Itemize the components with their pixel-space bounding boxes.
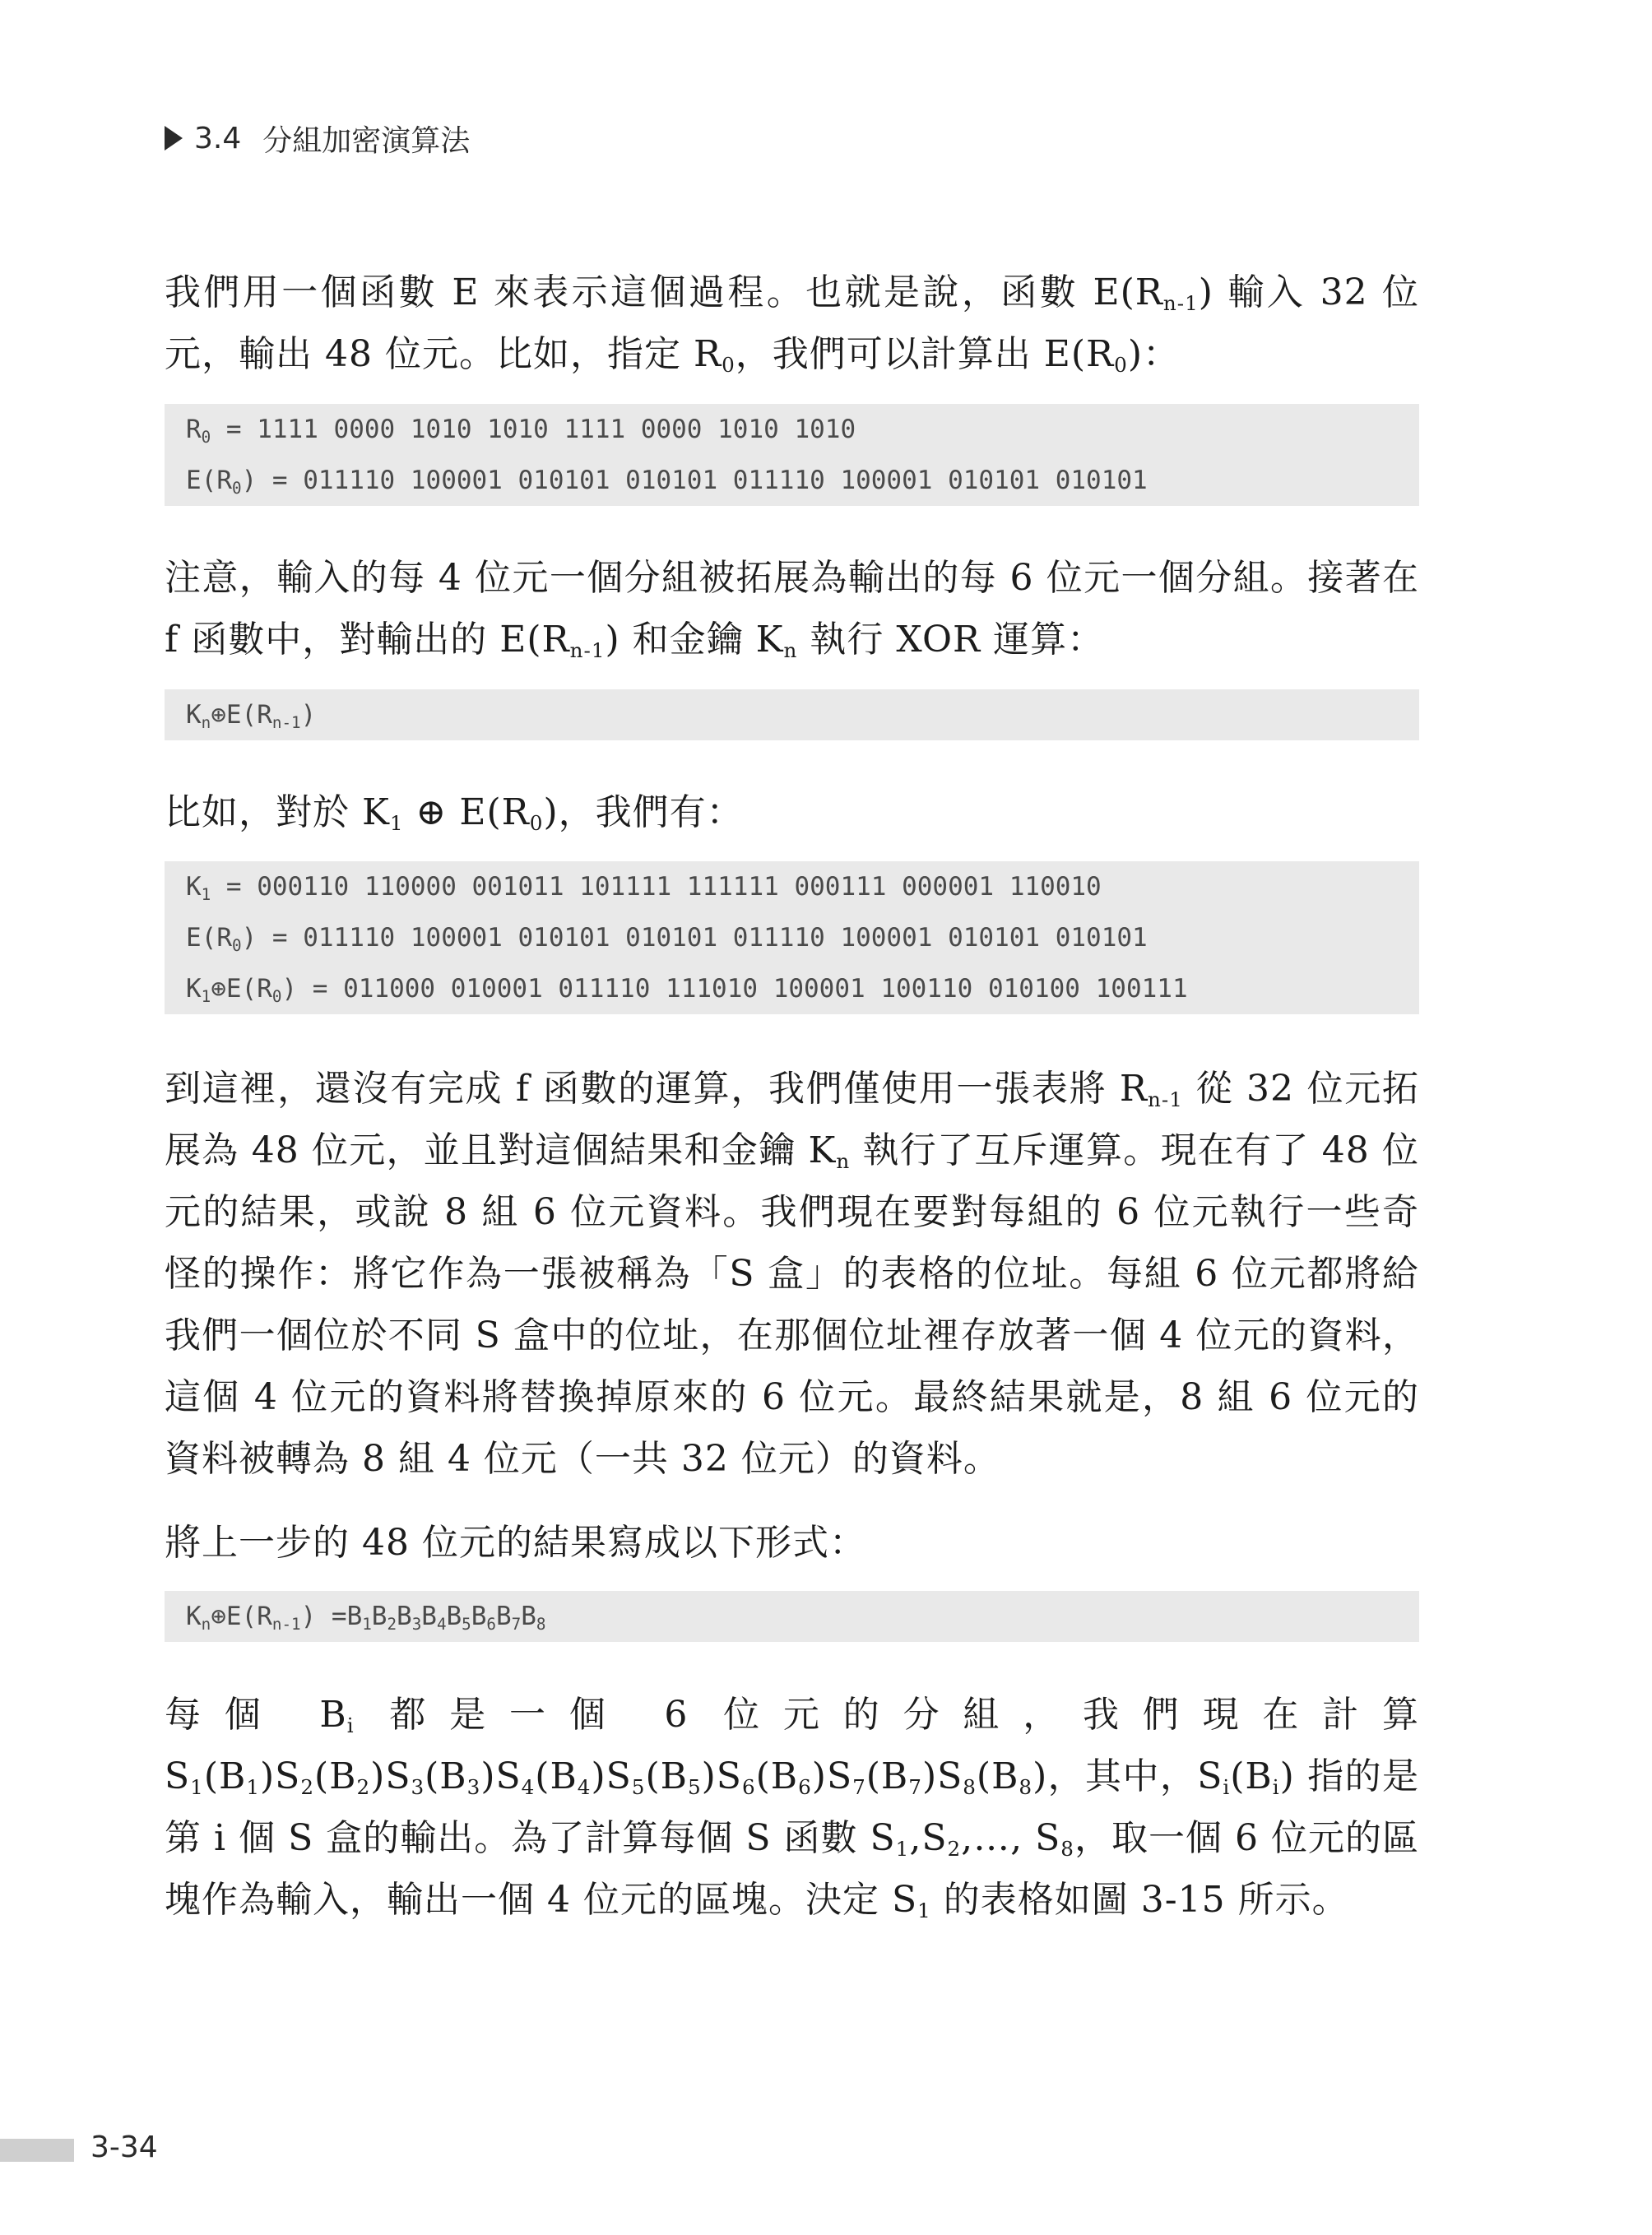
code-block bbox=[165, 689, 1419, 740]
paragraph-block-1 bbox=[165, 262, 1419, 385]
code-block bbox=[165, 861, 1419, 1014]
code-line: $R_0 = 1111$ 0000 1010 1010 1111 0000 1010 1010 bbox=[186, 415, 856, 447]
triangle-marker-icon bbox=[165, 126, 183, 151]
paragraph-block-4 bbox=[165, 1058, 1419, 1490]
code-line: $K_1 = 000110$ 110000 001011 101111 111111 000111 000001 110010 bbox=[186, 872, 1102, 904]
section-number: 3.4 bbox=[194, 121, 242, 155]
paragraph: 每個 $B_i$ 都是一個 6 位元的分組，我們現在計算 $S_1(B_1)S_2(B_2)S_3(B_3)S_4(B_4)S_5(B_5)S_6(B_6)S_7(B_7)S_8(B_8)$，其中，$S_i(B_i)$ 指的是第 i 個 S 盒的輸出。為了計算每個 S 函數 $S_1,S_2,\dots$, $S_8$，取一個 6 位元的區塊作為輸入，輸出一個 4 位元的區塊。決定 $S_1$ 的表格如圖 3-15 所示。 bbox=[165, 1694, 1420, 1922]
paragraph: 我們用一個函數 E 來表示這個過程。也就是說，函數 $E(R_{n-1})$ 輸入 32 位元，輸出 48 位元。比如，指定 $R_0$，我們可以計算出 $E(R_0)$： bbox=[165, 271, 1419, 377]
code-block bbox=[165, 404, 1419, 506]
paragraph: 到這裡，還沒有完成 f 函數的運算，我們僅使用一張表將 $R_{n-1}$ 從 32 位元拓展為 48 位元，並且對這個結果和金鑰 $K_n$ 執行了互斥運算。現在有了 48 位元的結果，或說 8 組 6 位元資料。我們現在要對每組的 6 位元執行一些奇怪的操作：將它作為一張被稱為「S 盒」的表格的位址。每組 6 位元都將給我們一個位於不同 S 盒中的位址，在那個位址裡存放著一個 4 位元的資料，這個 4 位元的資料將替換掉原來的 6 位元。最終結果就是，8 組 6 位元的資料被轉為 8 組 4 位元（一共 32 位元）的資料。 bbox=[165, 1068, 1420, 1480]
code-line: $K_1\oplus E(R_0) = 011000$ 010001 011110 111010 100001 100110 010100 100111 bbox=[186, 974, 1188, 1006]
page-number: 3-34 bbox=[90, 2131, 158, 2164]
footer-bar bbox=[0, 2139, 74, 2162]
paragraph-block-6 bbox=[165, 1684, 1419, 1931]
paragraph: 比如，對於 $K_1$ ⊕ $E(R_0)$，我們有： bbox=[165, 791, 744, 835]
code-block bbox=[165, 1591, 1419, 1642]
paragraph: 將上一步的 48 位元的結果寫成以下形式： bbox=[165, 1522, 866, 1564]
paragraph-block-5 bbox=[165, 1512, 1419, 1574]
code-line: $K_n\oplus E(R_{n-1})$ bbox=[186, 700, 317, 732]
code-line: $E(R_0) = 011110$ 100001 010101 010101 011110 100001 010101 010101 bbox=[186, 466, 1148, 498]
section-title: 分組加密演算法 bbox=[262, 123, 471, 158]
code-line: $K_n\oplus E(R_{n-1}) =B_1B_2B_3B_4B_5B_6B_7B_8$ bbox=[186, 1602, 546, 1634]
paragraph: 注意，輸入的每 4 位元一個分組被拓展為輸出的每 6 位元一個分組。接著在 f 函數中，對輸出的 $E(R_{n-1})$ 和金鑰 $K_n$ 執行 XOR 運算： bbox=[165, 557, 1419, 662]
paragraph-block-2 bbox=[165, 547, 1419, 670]
paragraph-block-3 bbox=[165, 781, 1419, 843]
code-line: $E(R_0) = 011110$ 100001 010101 010101 011110 100001 010101 010101 bbox=[186, 923, 1148, 955]
running-header bbox=[165, 114, 470, 163]
